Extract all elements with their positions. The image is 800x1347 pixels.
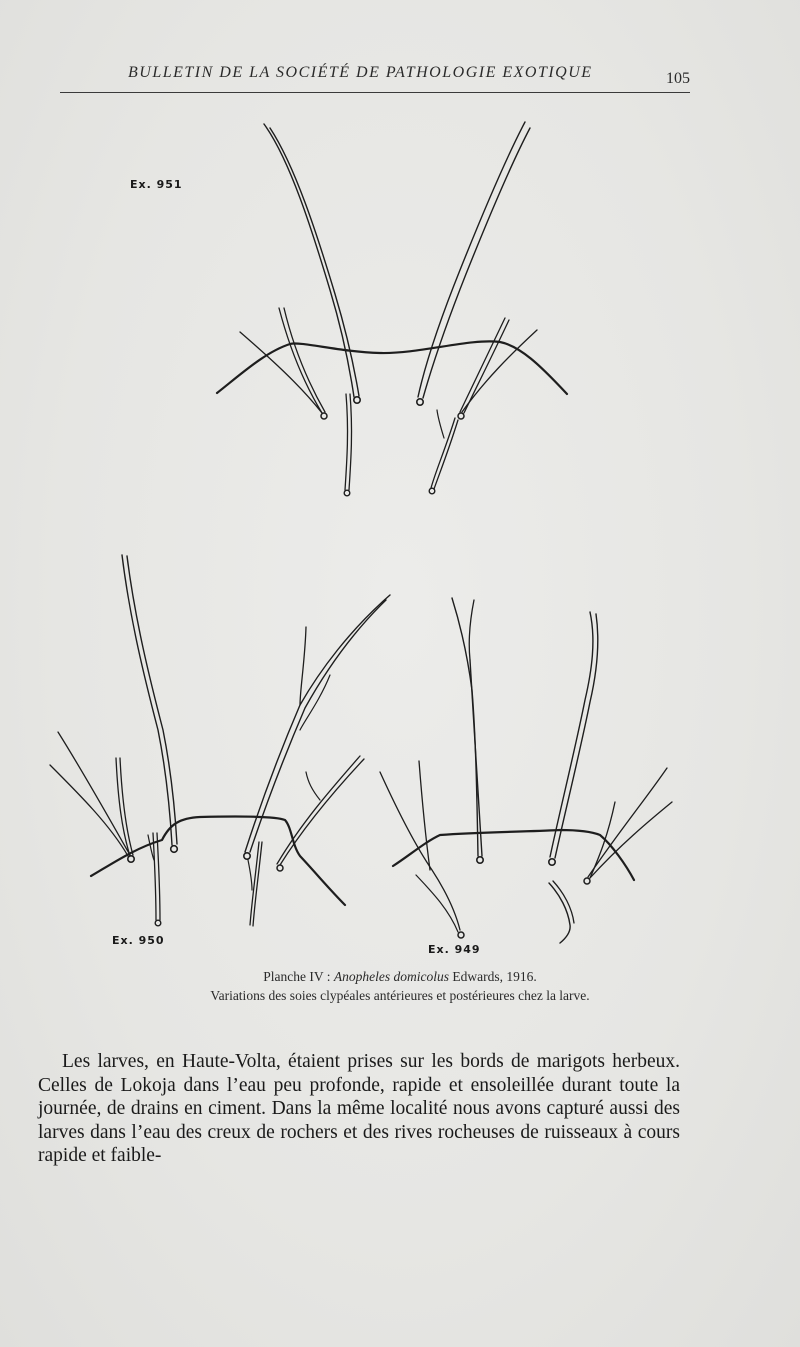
- caption-authority: Edwards, 1916.: [448, 969, 537, 984]
- specimen-949-drawing: [380, 598, 672, 956]
- running-title: BULLETIN DE LA SOCIÉTÉ DE PATHOLOGIE EXOTIQUE: [128, 64, 593, 81]
- specimen-label-951: Ex. 951: [130, 178, 183, 191]
- specimen-951-drawing: [130, 122, 567, 496]
- header-rule: [60, 92, 690, 93]
- caption-plate: Planche IV :: [263, 969, 334, 984]
- specimen-950-drawing: [50, 555, 390, 947]
- body-text: [38, 1050, 680, 1168]
- page-number: 105: [666, 70, 690, 87]
- specimen-label-950: Ex. 950: [112, 934, 165, 947]
- caption-species: Anopheles domicolus: [333, 969, 449, 984]
- body-paragraph: Les larves, en Haute-Volta, étaient prises sur les bords de marigots herbeux. Celles de Lokoja dans l’eau peu profonde, rapide et ensoleillée durant toute la journée, de drains en ciment. Dans la même localité nous avons capturé aussi des larves dans l’eau des creux de rochers et des rives rocheuses de ruisseaux à cours rapide et faible-: [38, 1051, 680, 1166]
- specimen-label-949: Ex. 949: [428, 943, 481, 956]
- setae-illustration: [0, 100, 800, 970]
- running-head: [60, 64, 690, 96]
- figure-caption-description: Variations des soies clypéales antérieures et postérieures chez la larve.: [210, 988, 590, 1003]
- plate-figure: [0, 100, 800, 970]
- figure-caption-title: [60, 969, 740, 985]
